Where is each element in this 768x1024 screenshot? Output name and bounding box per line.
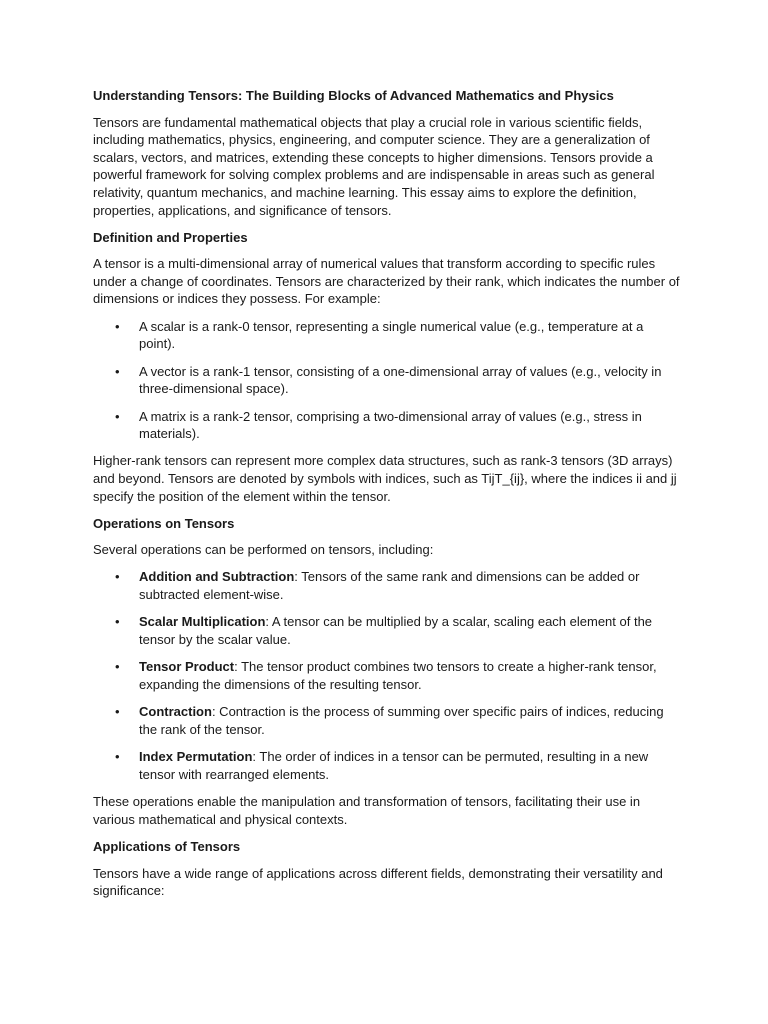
bullet-icon: • xyxy=(115,749,120,765)
section-heading-applications: Applications of Tensors xyxy=(93,839,241,855)
list-item xyxy=(93,658,683,693)
intro-paragraph: Tensors are fundamental mathematical objects that play a crucial role in various scientific fields, including mathematics, physics, engineering, and computer science. They are a generalization of scalars, vectors, and matrices, extending these concepts to higher dimensions. Tensors provide a powerful framework for solving complex problems and are indispensable in areas such as general relativity, quantum mechanics, and machine learning. This essay aims to explore the definition, properties, applications, and significance of tensors. xyxy=(93,114,655,218)
applications-intro-paragraph: Tensors have a wide range of applications across different fields, demonstrating their versatility and significance: xyxy=(93,865,663,899)
list-item-text: : The tensor product combines two tensors to create a higher-rank tensor, expanding the dimensions of the resulting tensor. xyxy=(139,659,657,693)
definition-list xyxy=(93,318,683,443)
document-title: Understanding Tensors: The Building Blocks of Advanced Mathematics and Physics xyxy=(93,88,614,103)
list-item-text: : A tensor can be multiplied by a scalar, scaling each element of the tensor by the scalar value. xyxy=(139,614,653,648)
definition-closing-paragraph: Higher-rank tensors can represent more complex data structures, such as rank-3 tensors (3D arrays) and beyond. Tensors are denoted by symbols with indices, such as TijT_{ij}, where the indices ii and jj specify the position of the element within the tensor. xyxy=(93,453,677,504)
bullet-icon: • xyxy=(115,614,120,630)
bullet-icon: • xyxy=(115,318,120,334)
list-item xyxy=(93,363,683,398)
list-item xyxy=(93,613,683,648)
bullet-icon: • xyxy=(115,659,120,675)
section-heading-definition: Definition and Properties xyxy=(93,229,248,245)
operations-intro-paragraph: Several operations can be performed on tensors, including: xyxy=(93,542,434,558)
list-item xyxy=(93,703,683,738)
section-heading-operations: Operations on Tensors xyxy=(93,515,235,531)
list-item-term: Contraction xyxy=(139,704,212,720)
operations-list xyxy=(93,568,683,783)
list-item xyxy=(93,748,683,783)
list-item-text: : Contraction is the process of summing over specific pairs of indices, reducing the rank of the tensor. xyxy=(139,704,664,737)
list-item-text: : The order of indices in a tensor can be permuted, resulting in a new tensor with rearranged elements. xyxy=(139,749,649,782)
definition-paragraph: A tensor is a multi-dimensional array of numerical values that transform according to specific rules under a change of coordinates. Tensors are characterized by their rank, which indicates the number of dimensions or indices they possess. For example: xyxy=(93,256,680,307)
bullet-icon: • xyxy=(115,704,120,720)
list-item-term: Scalar Multiplication xyxy=(139,614,266,630)
list-item-text: A vector is a rank-1 tensor, consisting of a one-dimensional array of values (e.g., velocity in three-dimensional space). xyxy=(139,363,662,397)
list-item-text: A matrix is a rank-2 tensor, comprising a two-dimensional array of values (e.g., stress in materials). xyxy=(139,408,642,442)
list-item-term: Index Permutation xyxy=(139,749,253,765)
bullet-icon: • xyxy=(115,363,120,379)
bullet-icon: • xyxy=(115,569,120,585)
operations-closing-paragraph: These operations enable the manipulation and transformation of tensors, facilitating their use in various mathematical and physical contexts. xyxy=(93,794,641,827)
list-item xyxy=(93,318,683,353)
list-item xyxy=(93,568,683,603)
document-page xyxy=(93,87,683,909)
list-item-text: A scalar is a rank-0 tensor, representing a single numerical value (e.g., temperature at a point). xyxy=(139,318,644,352)
list-item xyxy=(93,408,683,443)
list-item-term: Addition and Subtraction xyxy=(139,569,295,585)
list-item-term: Tensor Product xyxy=(139,659,235,675)
bullet-icon: • xyxy=(115,408,120,424)
list-item-text: : Tensors of the same rank and dimensions can be added or subtracted element-wise. xyxy=(139,569,640,603)
